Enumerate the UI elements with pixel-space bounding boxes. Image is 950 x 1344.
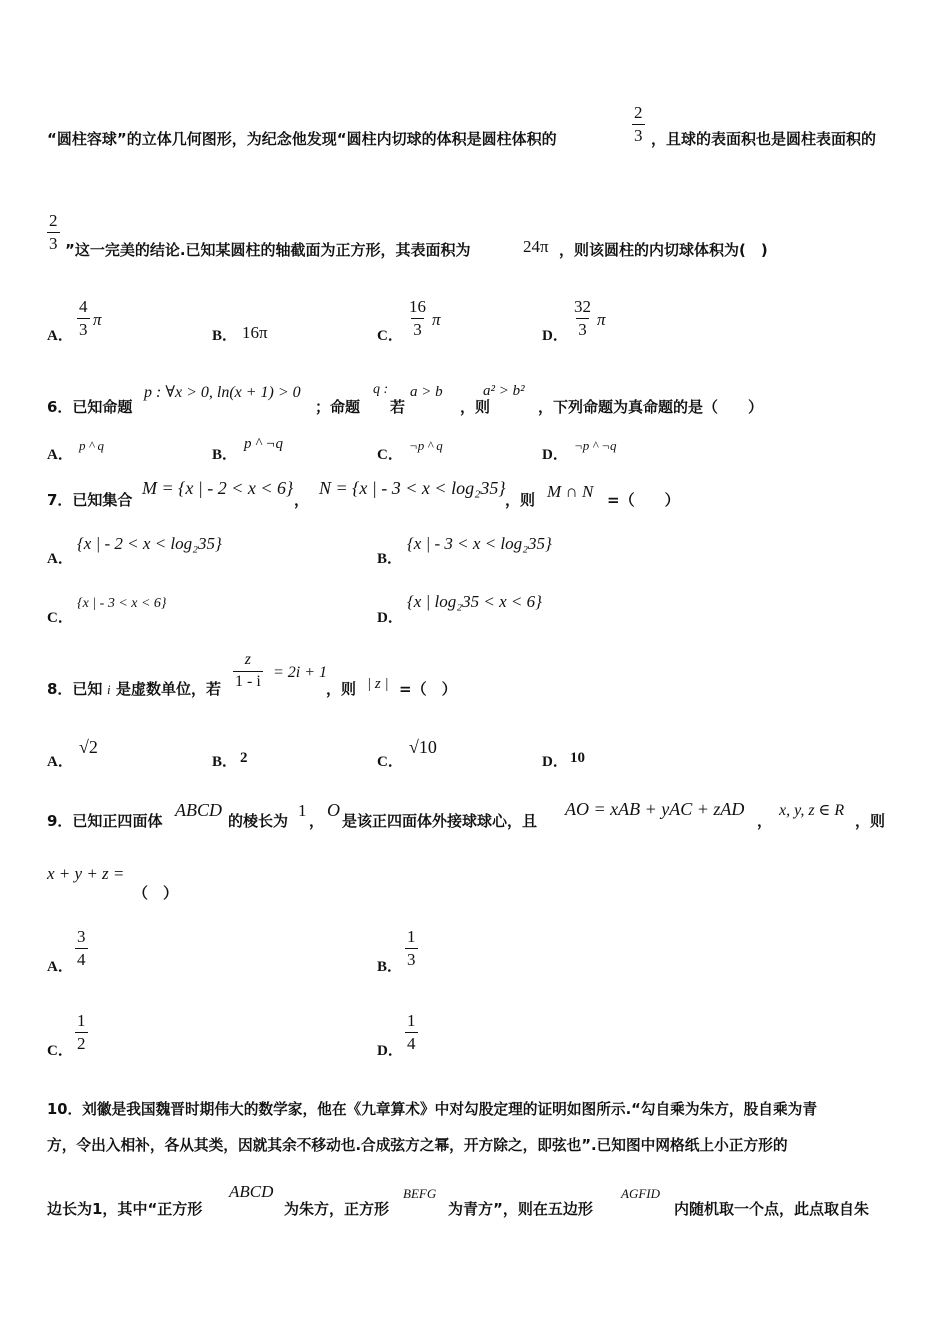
q10-line3: 边长为1，其中“正方形 ABCD 为朱方，正方形 BEFG 为青方”，则在五边形 AGFID 内随机取一个点，此点取自朱 bbox=[47, 1182, 870, 1218]
q8-stem: 8．已知 i 是虚数单位，若 $\frac{z}{1 - i}$ = 2i + 1 ，则 | z | =（ ） bbox=[47, 651, 457, 698]
q5-line1-pre: “圆柱容球”的立体几何图形，为纪念他发现“圆柱内切球的体积是圆柱体积的 bbox=[47, 130, 557, 148]
q5-frac1: $\frac{2}{3}$ bbox=[634, 103, 643, 145]
q5-line2-a: ”这一完美的结论.已知某圆柱的轴截面为正方形，其表面积为 bbox=[65, 241, 471, 259]
q5-line2-b: ，则该圆柱的内切球体积为( ) bbox=[559, 241, 768, 259]
q6-options: A． p ^ q B． p ^ ¬q C． ¬p ^ q D． ¬p ^ ¬q bbox=[47, 436, 617, 463]
q10-line2: 方，令出入相补，各从其类，因就其余不移动也.合成弦方之幂，开方除之，即弦也”.已知图中网格纸上小正方形的 bbox=[47, 1137, 788, 1154]
q10-line1: 10．刘徽是我国魏晋时期伟大的数学家，他在《九章算术》中对勾股定理的证明如图所示.“勾自乘为朱方，股自乘为青 bbox=[47, 1101, 818, 1118]
q5-area-math: 24π bbox=[523, 237, 549, 256]
q6-stem: 6．已知命题 p : ∀x > 0, ln(x + 1) > 0 ；命题 q : 若 a > b ，则 a² > b² ，下列命题为真命题的是（ ） bbox=[47, 382, 764, 416]
q6-p-math: p : ∀x > 0, ln(x + 1) > 0 bbox=[144, 384, 301, 401]
q5-frac2: $\frac{2}{3}$ bbox=[49, 211, 58, 253]
q9-stem: 9．已知正四面体 ABCD 的棱长为 1 ， O 是该正四面体外接球球心，且 AO = xAB + yAC + zAD ， x, y, z ∈ R ，则 bbox=[47, 799, 886, 830]
q5-line1-post: ，且球的表面积也是圆柱表面积的 bbox=[651, 130, 877, 148]
q8-options: A． √2 B． 2 C． √10 D． 10 bbox=[47, 737, 585, 770]
q7-stem: 7．已知集合 M = {x | - 2 < x < 6} ， N = {x | - 3 < x < log₂35} ，则 M ∩ N =（ ） bbox=[47, 478, 680, 509]
